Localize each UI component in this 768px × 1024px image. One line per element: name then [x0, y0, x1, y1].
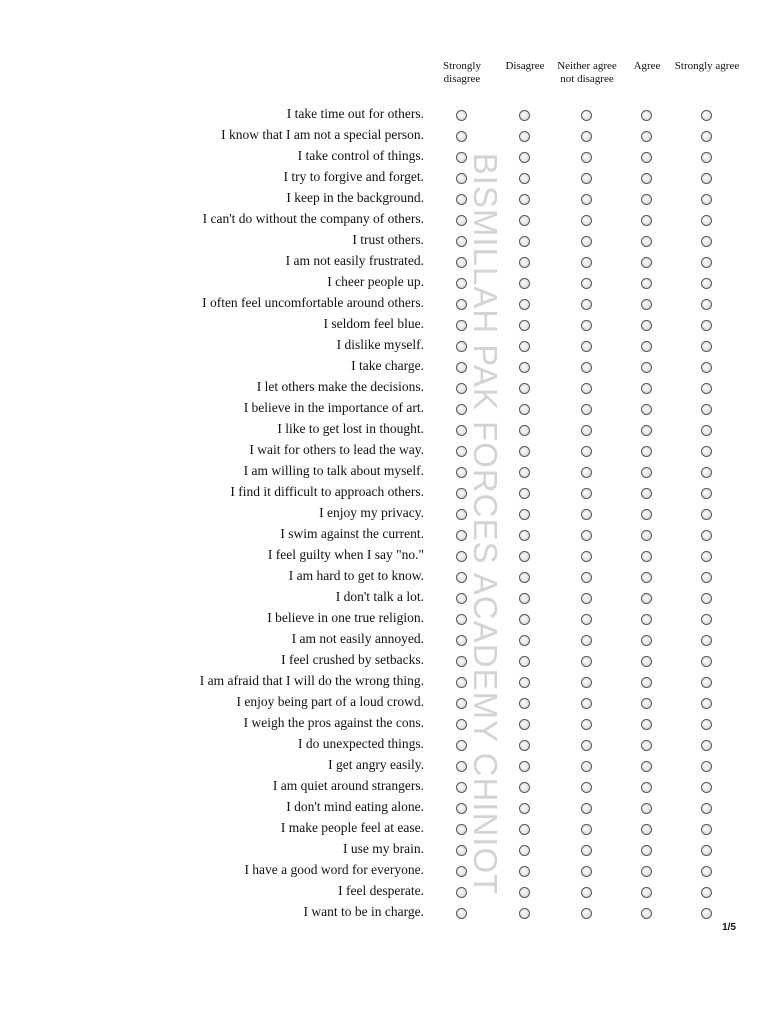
question-text: I get angry easily. [328, 757, 424, 772]
radio-option[interactable] [641, 341, 652, 352]
question-row [0, 272, 768, 293]
radio-option[interactable] [456, 677, 467, 688]
radio-option[interactable] [581, 782, 592, 793]
radio-option[interactable] [701, 278, 712, 289]
radio-option[interactable] [641, 572, 652, 583]
radio-option[interactable] [519, 215, 530, 226]
question-text: I am willing to talk about myself. [243, 463, 424, 478]
question-text: I am hard to get to know. [288, 568, 424, 583]
question-row [0, 230, 768, 251]
question-text: I am not easily frustrated. [285, 253, 424, 268]
radio-option[interactable] [581, 425, 592, 436]
radio-option[interactable] [641, 467, 652, 478]
question-text: I take control of things. [297, 148, 424, 163]
radio-option[interactable] [701, 824, 712, 835]
question-text: I take charge. [351, 358, 424, 373]
radio-option[interactable] [641, 362, 652, 373]
question-row [0, 524, 768, 545]
radio-option[interactable] [701, 887, 712, 898]
question-row [0, 482, 768, 503]
radio-option[interactable] [519, 530, 530, 541]
question-row [0, 671, 768, 692]
radio-option[interactable] [519, 362, 530, 373]
question-text: I don't talk a lot. [335, 589, 424, 604]
radio-option[interactable] [581, 236, 592, 247]
page-number: 1/5 [722, 922, 736, 933]
radio-option[interactable] [519, 299, 530, 310]
question-row [0, 692, 768, 713]
radio-option[interactable] [581, 320, 592, 331]
question-text: I try to forgive and forget. [283, 169, 424, 184]
radio-option[interactable] [581, 488, 592, 499]
question-text: I seldom feel blue. [323, 316, 424, 331]
radio-option[interactable] [641, 152, 652, 163]
question-row [0, 377, 768, 398]
radio-option[interactable] [519, 677, 530, 688]
radio-option[interactable] [519, 131, 530, 142]
question-text: I enjoy being part of a loud crowd. [236, 694, 424, 709]
radio-option[interactable] [456, 488, 467, 499]
radio-option[interactable] [581, 887, 592, 898]
radio-option[interactable] [519, 614, 530, 625]
radio-option[interactable] [456, 362, 467, 373]
radio-option[interactable] [581, 299, 592, 310]
radio-option[interactable] [641, 299, 652, 310]
radio-option[interactable] [519, 803, 530, 814]
radio-option[interactable] [701, 635, 712, 646]
radio-option[interactable] [519, 110, 530, 121]
radio-option[interactable] [581, 278, 592, 289]
header-neither: Neither agree not disagree [557, 60, 617, 85]
question-text: I do unexpected things. [298, 736, 424, 751]
radio-option[interactable] [641, 530, 652, 541]
question-row [0, 335, 768, 356]
question-row [0, 608, 768, 629]
radio-option[interactable] [641, 383, 652, 394]
radio-option[interactable] [701, 362, 712, 373]
radio-option[interactable] [581, 446, 592, 457]
radio-option[interactable] [701, 740, 712, 751]
radio-option[interactable] [519, 824, 530, 835]
radio-option[interactable] [701, 446, 712, 457]
radio-option[interactable] [581, 362, 592, 373]
radio-option[interactable] [641, 551, 652, 562]
radio-option[interactable] [456, 656, 467, 667]
radio-option[interactable] [456, 635, 467, 646]
question-text: I weigh the pros against the cons. [243, 715, 424, 730]
radio-option[interactable] [701, 698, 712, 709]
question-row [0, 125, 768, 146]
question-row [0, 755, 768, 776]
radio-option[interactable] [519, 719, 530, 730]
radio-option[interactable] [641, 488, 652, 499]
radio-option[interactable] [456, 719, 467, 730]
question-row [0, 797, 768, 818]
radio-option[interactable] [456, 824, 467, 835]
radio-option[interactable] [701, 866, 712, 877]
question-text: I am not easily annoyed. [291, 631, 424, 646]
radio-option[interactable] [581, 761, 592, 772]
radio-option[interactable] [519, 761, 530, 772]
question-text: I believe in one true religion. [267, 610, 424, 625]
question-row [0, 545, 768, 566]
radio-option[interactable] [519, 467, 530, 478]
question-row [0, 188, 768, 209]
radio-option[interactable] [701, 173, 712, 184]
radio-option[interactable] [641, 698, 652, 709]
radio-option[interactable] [456, 173, 467, 184]
radio-option[interactable] [701, 509, 712, 520]
question-row [0, 818, 768, 839]
radio-option[interactable] [456, 803, 467, 814]
radio-option[interactable] [456, 845, 467, 856]
radio-option[interactable] [456, 740, 467, 751]
watermark: BISMILLAH PAK FORCES ACADEMY CHINIOT [467, 152, 504, 896]
radio-option[interactable] [701, 425, 712, 436]
radio-option[interactable] [701, 761, 712, 772]
header-disagree: Disagree [505, 60, 545, 72]
question-row [0, 251, 768, 272]
radio-option[interactable] [519, 320, 530, 331]
radio-option[interactable] [701, 404, 712, 415]
radio-option[interactable] [519, 656, 530, 667]
radio-option[interactable] [519, 908, 530, 919]
radio-option[interactable] [456, 467, 467, 478]
radio-option[interactable] [456, 530, 467, 541]
radio-option[interactable] [519, 425, 530, 436]
radio-option[interactable] [641, 320, 652, 331]
question-text: I have a good word for everyone. [244, 862, 424, 877]
question-text: I know that I am not a special person. [221, 127, 424, 142]
radio-option[interactable] [701, 110, 712, 121]
question-text: I dislike myself. [336, 337, 424, 352]
radio-option[interactable] [456, 509, 467, 520]
question-row [0, 314, 768, 335]
radio-option[interactable] [701, 320, 712, 331]
radio-option[interactable] [519, 236, 530, 247]
question-row [0, 839, 768, 860]
radio-option[interactable] [456, 887, 467, 898]
radio-option[interactable] [641, 110, 652, 121]
radio-option[interactable] [581, 656, 592, 667]
radio-option[interactable] [519, 551, 530, 562]
radio-option[interactable] [519, 572, 530, 583]
question-row [0, 419, 768, 440]
radio-option[interactable] [581, 404, 592, 415]
question-row [0, 629, 768, 650]
radio-option[interactable] [701, 383, 712, 394]
question-row [0, 734, 768, 755]
radio-option[interactable] [581, 824, 592, 835]
radio-option[interactable] [701, 236, 712, 247]
radio-option[interactable] [519, 278, 530, 289]
radio-option[interactable] [456, 341, 467, 352]
radio-option[interactable] [456, 698, 467, 709]
question-text: I make people feel at ease. [280, 820, 424, 835]
radio-option[interactable] [701, 467, 712, 478]
radio-option[interactable] [581, 152, 592, 163]
radio-option[interactable] [701, 782, 712, 793]
radio-option[interactable] [456, 404, 467, 415]
radio-option[interactable] [581, 677, 592, 688]
radio-option[interactable] [519, 866, 530, 877]
question-row [0, 440, 768, 461]
radio-option[interactable] [456, 215, 467, 226]
radio-option[interactable] [581, 845, 592, 856]
radio-option[interactable] [641, 803, 652, 814]
radio-option[interactable] [641, 656, 652, 667]
radio-option[interactable] [456, 152, 467, 163]
question-text: I believe in the importance of art. [243, 400, 424, 415]
radio-option[interactable] [519, 488, 530, 499]
radio-option[interactable] [456, 299, 467, 310]
radio-option[interactable] [456, 572, 467, 583]
radio-option[interactable] [701, 215, 712, 226]
radio-option[interactable] [519, 845, 530, 856]
radio-option[interactable] [641, 782, 652, 793]
radio-option[interactable] [701, 551, 712, 562]
radio-option[interactable] [641, 236, 652, 247]
radio-option[interactable] [456, 110, 467, 121]
radio-option[interactable] [456, 236, 467, 247]
question-row [0, 167, 768, 188]
radio-option[interactable] [641, 446, 652, 457]
radio-option[interactable] [519, 383, 530, 394]
radio-option[interactable] [701, 614, 712, 625]
question-row [0, 713, 768, 734]
radio-option[interactable] [519, 509, 530, 520]
radio-option[interactable] [581, 614, 592, 625]
radio-option[interactable] [456, 131, 467, 142]
radio-option[interactable] [519, 446, 530, 457]
radio-option[interactable] [519, 341, 530, 352]
question-row [0, 461, 768, 482]
radio-option[interactable] [581, 173, 592, 184]
radio-option[interactable] [581, 866, 592, 877]
question-row [0, 104, 768, 125]
radio-option[interactable] [701, 299, 712, 310]
radio-option[interactable] [701, 530, 712, 541]
radio-option[interactable] [641, 425, 652, 436]
radio-option[interactable] [581, 215, 592, 226]
radio-option[interactable] [581, 635, 592, 646]
radio-option[interactable] [519, 173, 530, 184]
radio-option[interactable] [641, 887, 652, 898]
question-text: I don't mind eating alone. [286, 799, 424, 814]
radio-option[interactable] [456, 593, 467, 604]
question-text: I want to be in charge. [303, 904, 424, 919]
radio-option[interactable] [519, 782, 530, 793]
radio-option[interactable] [519, 698, 530, 709]
radio-option[interactable] [519, 152, 530, 163]
radio-option[interactable] [581, 719, 592, 730]
radio-option[interactable] [701, 131, 712, 142]
question-row [0, 902, 768, 923]
question-text: I let others make the decisions. [256, 379, 424, 394]
radio-option[interactable] [519, 887, 530, 898]
question-row [0, 398, 768, 419]
question-row [0, 293, 768, 314]
question-text: I swim against the current. [280, 526, 424, 541]
question-text: I keep in the background. [286, 190, 424, 205]
radio-option[interactable] [581, 257, 592, 268]
radio-option[interactable] [641, 614, 652, 625]
radio-option[interactable] [701, 719, 712, 730]
question-row [0, 566, 768, 587]
radio-option[interactable] [456, 425, 467, 436]
radio-option[interactable] [456, 614, 467, 625]
radio-option[interactable] [641, 824, 652, 835]
question-row [0, 587, 768, 608]
radio-option[interactable] [456, 761, 467, 772]
radio-option[interactable] [581, 908, 592, 919]
question-row [0, 860, 768, 881]
radio-option[interactable] [641, 866, 652, 877]
radio-option[interactable] [641, 278, 652, 289]
radio-option[interactable] [581, 383, 592, 394]
radio-option[interactable] [701, 341, 712, 352]
radio-option[interactable] [456, 446, 467, 457]
question-text: I cheer people up. [327, 274, 424, 289]
radio-option[interactable] [641, 845, 652, 856]
radio-option[interactable] [456, 551, 467, 562]
radio-option[interactable] [456, 194, 467, 205]
radio-option[interactable] [519, 593, 530, 604]
radio-option[interactable] [641, 173, 652, 184]
radio-option[interactable] [641, 509, 652, 520]
radio-option[interactable] [581, 572, 592, 583]
radio-option[interactable] [581, 803, 592, 814]
radio-option[interactable] [641, 908, 652, 919]
radio-option[interactable] [456, 278, 467, 289]
question-row [0, 146, 768, 167]
question-text: I find it difficult to approach others. [230, 484, 424, 499]
radio-option[interactable] [701, 194, 712, 205]
radio-option[interactable] [641, 194, 652, 205]
item-list [0, 104, 768, 923]
question-text: I am afraid that I will do the wrong thing. [199, 673, 424, 688]
radio-option[interactable] [519, 194, 530, 205]
question-text: I often feel uncomfortable around others. [202, 295, 424, 310]
radio-option[interactable] [641, 677, 652, 688]
question-text: I take time out for others. [286, 106, 424, 121]
question-row [0, 650, 768, 671]
radio-option[interactable] [519, 740, 530, 751]
radio-option[interactable] [581, 131, 592, 142]
radio-option[interactable] [456, 782, 467, 793]
question-row [0, 776, 768, 797]
radio-option[interactable] [701, 257, 712, 268]
radio-option[interactable] [519, 257, 530, 268]
radio-option[interactable] [581, 740, 592, 751]
radio-option[interactable] [581, 698, 592, 709]
radio-option[interactable] [641, 404, 652, 415]
question-row [0, 209, 768, 230]
radio-option[interactable] [456, 866, 467, 877]
header-strongly-disagree: Strongly disagree [443, 60, 481, 85]
header-strongly-agree: Strongly agree [674, 60, 740, 72]
radio-option[interactable] [581, 110, 592, 121]
radio-option[interactable] [641, 761, 652, 772]
question-row [0, 503, 768, 524]
question-text: I can't do without the company of others. [202, 211, 424, 226]
radio-option[interactable] [701, 656, 712, 667]
header-agree: Agree [633, 60, 661, 72]
radio-option[interactable] [641, 740, 652, 751]
radio-option[interactable] [641, 719, 652, 730]
radio-option[interactable] [701, 677, 712, 688]
radio-option[interactable] [581, 467, 592, 478]
radio-option[interactable] [581, 509, 592, 520]
radio-option[interactable] [519, 404, 530, 415]
radio-option[interactable] [701, 845, 712, 856]
question-text: I like to get lost in thought. [277, 421, 424, 436]
radio-option[interactable] [456, 383, 467, 394]
question-text: I wait for others to lead the way. [249, 442, 424, 457]
radio-option[interactable] [641, 257, 652, 268]
radio-option[interactable] [701, 572, 712, 583]
radio-option[interactable] [581, 551, 592, 562]
radio-option[interactable] [641, 131, 652, 142]
radio-option[interactable] [701, 908, 712, 919]
radio-option[interactable] [581, 341, 592, 352]
radio-option[interactable] [701, 488, 712, 499]
radio-option[interactable] [456, 320, 467, 331]
question-text: I am quiet around strangers. [272, 778, 424, 793]
radio-option[interactable] [641, 593, 652, 604]
question-row [0, 356, 768, 377]
radio-option[interactable] [701, 593, 712, 604]
radio-option[interactable] [456, 908, 467, 919]
question-text: I feel guilty when I say "no." [267, 547, 424, 562]
radio-option[interactable] [456, 257, 467, 268]
radio-option[interactable] [641, 635, 652, 646]
radio-option[interactable] [701, 152, 712, 163]
radio-option[interactable] [701, 803, 712, 814]
radio-option[interactable] [641, 215, 652, 226]
radio-option[interactable] [581, 593, 592, 604]
question-text: I use my brain. [343, 841, 424, 856]
question-text: I feel crushed by setbacks. [281, 652, 424, 667]
question-text: I trust others. [352, 232, 424, 247]
question-row [0, 881, 768, 902]
question-text: I enjoy my privacy. [319, 505, 424, 520]
radio-option[interactable] [581, 194, 592, 205]
radio-option[interactable] [519, 635, 530, 646]
question-text: I feel desperate. [338, 883, 424, 898]
radio-option[interactable] [581, 530, 592, 541]
